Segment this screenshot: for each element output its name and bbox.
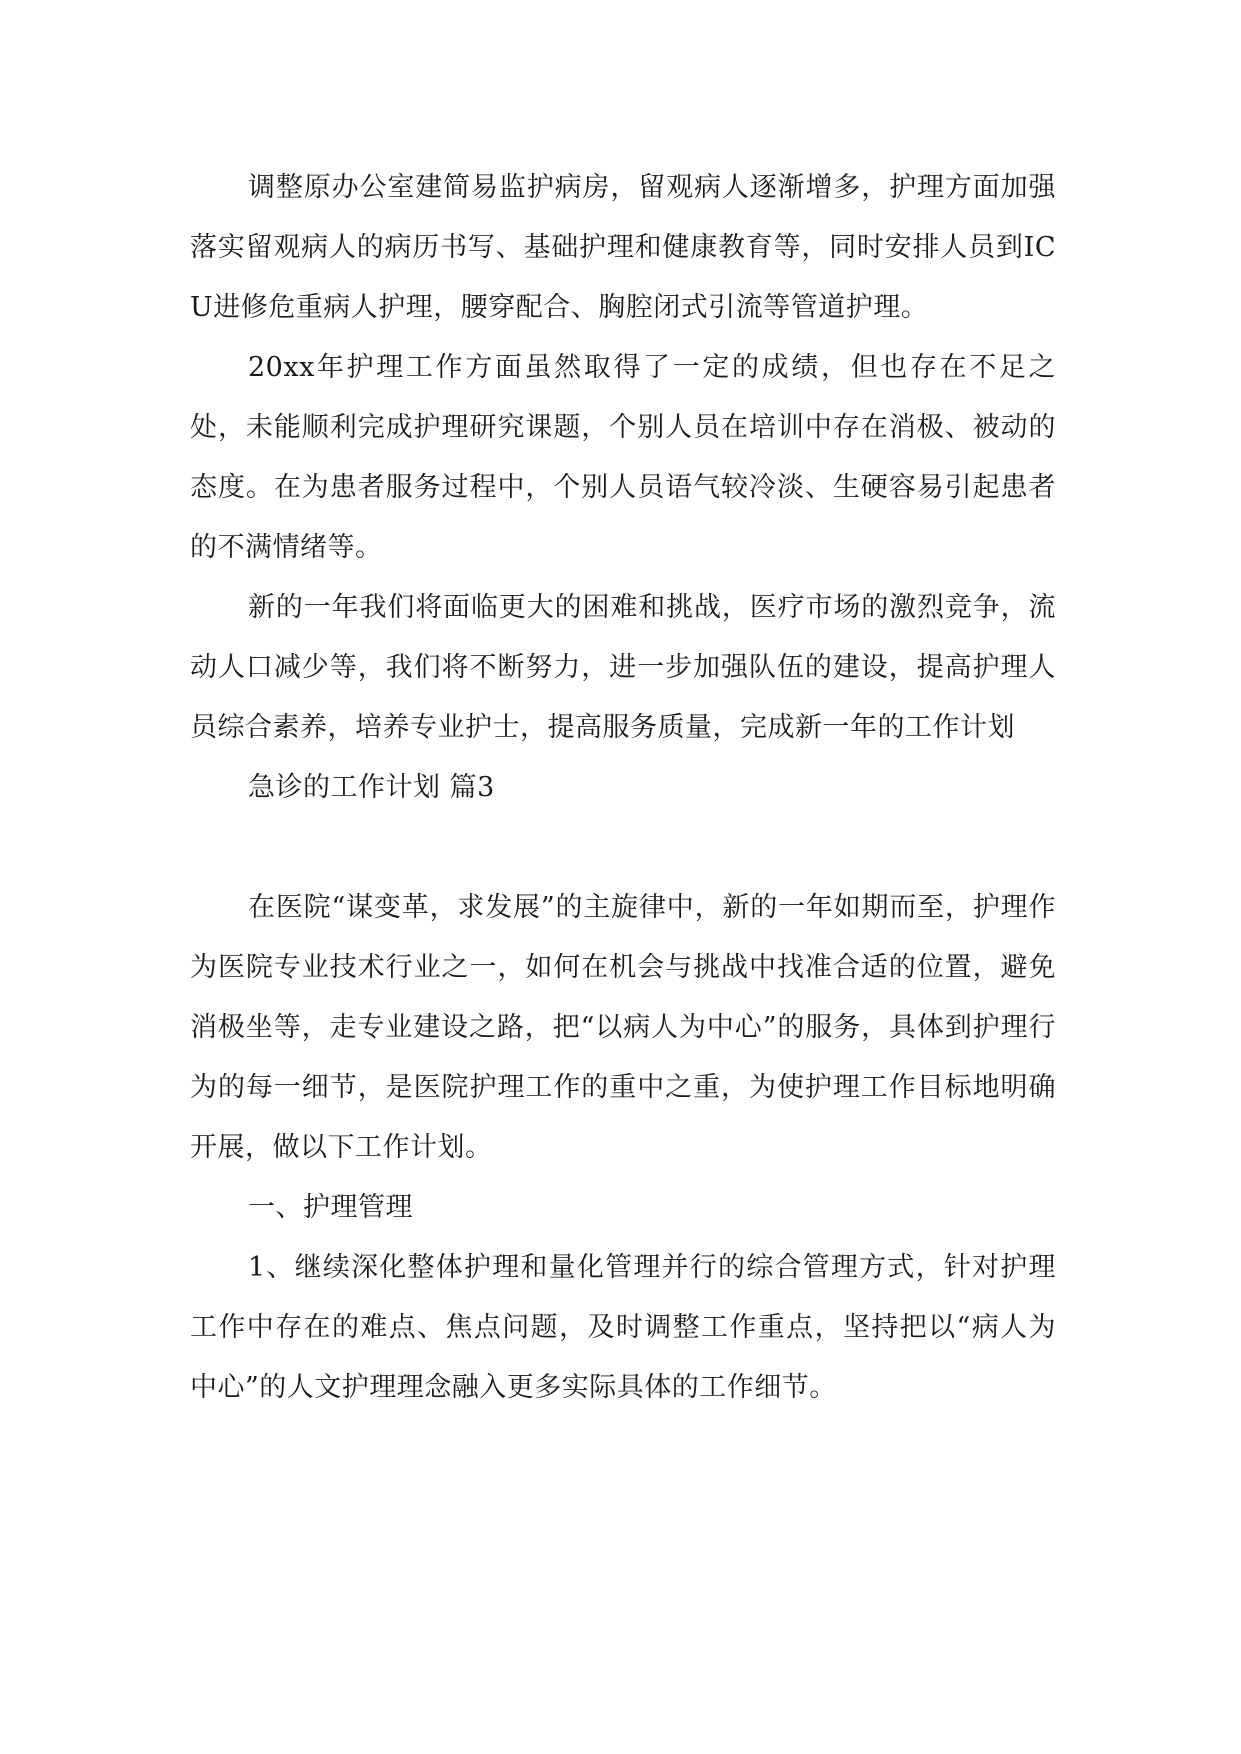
section-title: 急诊的工作计划 篇3 xyxy=(248,772,495,803)
paragraph-observation-ward: 调整原办公室建简易监护病房，留观病人逐渐增多，护理方面加强落实留观病人的病历书写、基础护理和健康教育等，同时安排人员到ICU进修危重病人护理，腰穿配合、胸腔闭式引流等管道护理。 xyxy=(190,172,1056,323)
blank-line xyxy=(190,818,1056,878)
paragraph-shortcomings: 20xx年护理工作方面虽然取得了一定的成绩，但也存在不足之处，未能顺利完成护理研究课题，个别人员在培训中存在消极、被动的态度。在为患者服务过程中，个别人员语气较冷淡、生硬容易引起患者的不满情绪等。 xyxy=(190,352,1056,563)
paragraph-introduction: 在医院“谋变革，求发展”的主旋律中，新的一年如期而至，护理作为医院专业技术行业之一，如何在机会与挑战中找准合适的位置，避免消极坐等，走专业建设之路，把“以病人为中心”的服务，具体到护理行为的每一细节，是医院护理工作的重中之重，为使护理工作目标地明确开展，做以下工作计划。 xyxy=(190,892,1056,1163)
paragraph-item-1: 1、继续深化整体护理和量化管理并行的综合管理方式，针对护理工作中存在的难点、焦点问题，及时调整工作重点，坚持把以“病人为中心”的人文护理理念融入更多实际具体的工作细节。 xyxy=(190,1252,1056,1403)
document-body xyxy=(190,158,1056,1418)
paragraph-new-year-goals: 新的一年我们将面临更大的困难和挑战，医疗市场的激烈竞争，流动人口减少等，我们将不断努力，进一步加强队伍的建设，提高护理人员综合素养，培养专业护士，提高服务质量，完成新一年的工作计划 xyxy=(190,592,1056,743)
subheading-nursing-management: 一、护理管理 xyxy=(248,1192,413,1223)
